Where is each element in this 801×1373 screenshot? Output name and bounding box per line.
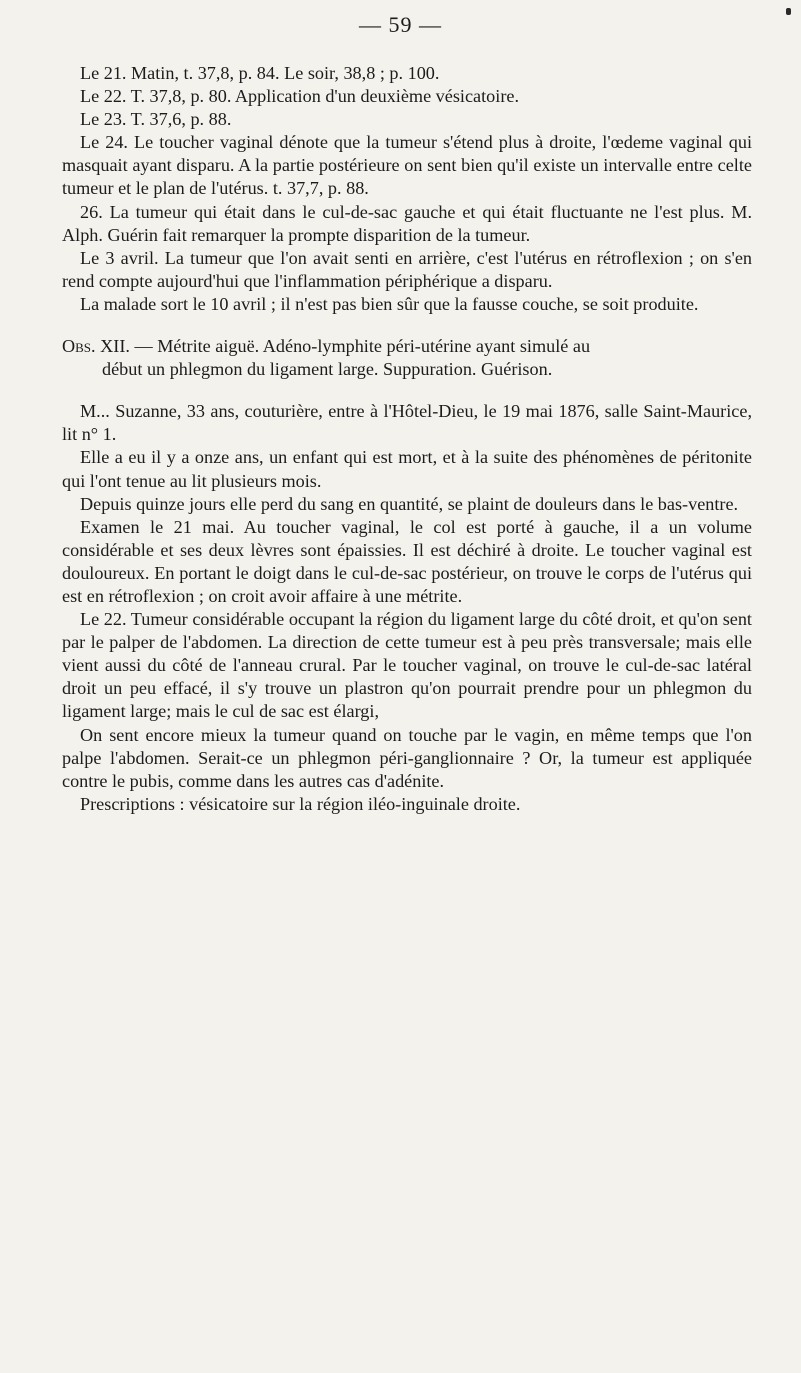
paragraph: 26. La tumeur qui était dans le cul-de-sac gauche et qui était fluctuante ne l'est plus. M. Alph. Guérin fait remarquer la prompte disparition de la tumeur. bbox=[62, 201, 752, 245]
observation-label: Obs. XII. bbox=[62, 336, 130, 357]
paragraph: Le 22. Tumeur considérable occupant la région du ligament large du côté droit, et qu'on sent par le palper de l'abdomen. La direction de cette tumeur est à peu près transversale; mais elle vient aussi du côté de l'anneau crural. Par le toucher vaginal, on trouve le cul-de-sac latéral droit un peu effacé, il s'y trouve un plastron qu'on pourrait prendre pour un phlegmon du ligament large; mais le cul de sac est élargi, bbox=[62, 609, 752, 722]
paragraph: Depuis quinze jours elle perd du sang en quantité, se plaint de douleurs dans le bas-ventre. bbox=[80, 493, 739, 514]
paragraph: M... Suzanne, 33 ans, couturière, entre à l'Hôtel-Dieu, le 19 mai 1876, salle Saint-Maurice, lit n° 1. bbox=[62, 401, 752, 445]
observation-title-line-1: — Métrite aiguë. Adéno-lymphite péri-utérine ayant simulé au bbox=[129, 336, 591, 357]
body-text bbox=[62, 62, 752, 816]
paragraph: Le 24. Le toucher vaginal dénote que la tumeur s'étend plus à droite, l'œdeme vaginal qui masquait ayant disparu. A la partie postérieure on sent bien qu'il existe un intervalle entre celte tumeur et le plan de l'utérus. t. 37,7, p. 88. bbox=[62, 132, 752, 199]
paragraph: Prescriptions : vésicatoire sur la région iléo-inguinale droite. bbox=[80, 793, 521, 814]
observation-heading bbox=[62, 335, 752, 358]
paragraph: La malade sort le 10 avril ; il n'est pas bien sûr que la fausse couche, se soit produite. bbox=[80, 293, 699, 314]
paragraph: Le 22. T. 37,8, p. 80. Application d'un deuxième vésicatoire. bbox=[80, 86, 520, 107]
paragraph: Examen le 21 mai. Au toucher vaginal, le col est porté à gauche, il a un volume considérable et ses deux lèvres sont épaissies. Il est déchiré à droite. Le toucher vaginal est douloureux. En portant le doigt dans le cul-de-sac postérieur, on trouve le corps de l'utérus qui est en rétroflexion ; on croit avoir affaire à une métrite. bbox=[62, 516, 752, 606]
paragraph: On sent encore mieux la tumeur quand on touche par le vagin, en même temps que l'on palpe l'abdomen. Serait-ce un phlegmon péri-ganglionnaire ? Or, la tumeur est appliquée contre le pubis, comme dans les autres cas d'adénite. bbox=[62, 724, 752, 791]
paragraph: Le 21. Matin, t. 37,8, p. 84. Le soir, 38,8 ; p. 100. bbox=[80, 63, 440, 83]
paragraph: Le 3 avril. La tumeur que l'on avait senti en arrière, c'est l'utérus en rétroflexion ; on s'en rend compte aujourd'hui que l'inflammation périphérique a disparu. bbox=[62, 247, 752, 291]
paragraph: Le 23. T. 37,6, p. 88. bbox=[80, 109, 232, 130]
page-number: — 59 — bbox=[359, 12, 442, 37]
paragraph: Elle a eu il y a onze ans, un enfant qui est mort, et à la suite des phénomènes de péritonite qui l'ont tenue au lit plusieurs mois. bbox=[62, 447, 752, 491]
observation-title-line-2: début un phlegmon du ligament large. Suppuration. Guérison. bbox=[102, 359, 553, 380]
